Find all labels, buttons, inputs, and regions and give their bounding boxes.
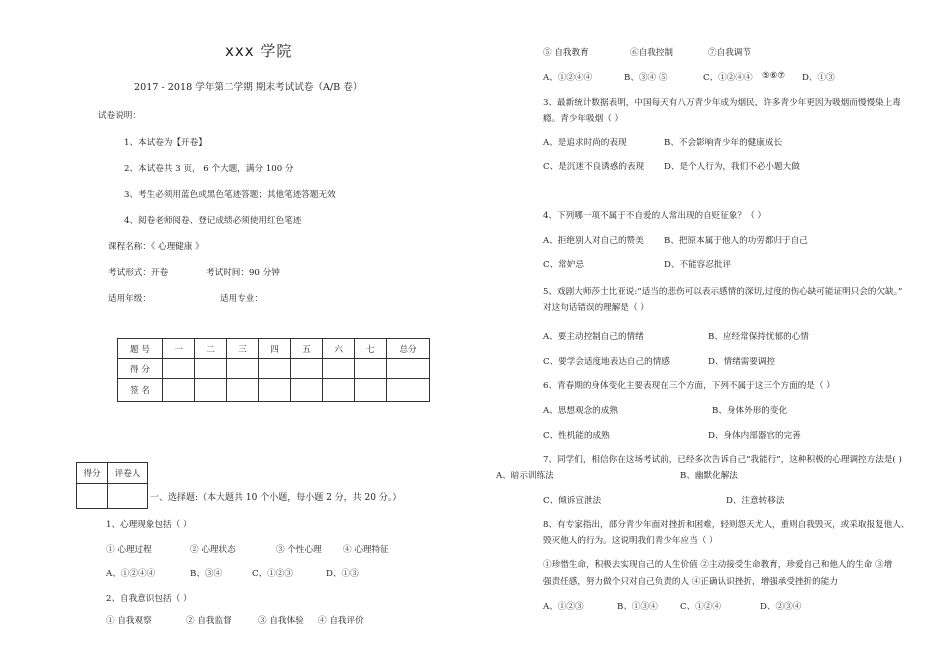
question-option: ⑥自我控制 xyxy=(630,48,673,58)
answer-choice: B、把原本属于他人的功劳都归于自己 xyxy=(664,236,808,246)
instruction-item: 2、本试卷共 3 页， 6 个大题，满分 100 分 xyxy=(124,164,294,174)
question-option: ② 心理状态 xyxy=(190,545,236,555)
question-stem: 7、同学们，相信你在这场考试前，已经多次告诉自己“我能行”，这种积极的心理调控方法是( ) xyxy=(543,455,902,465)
table-header-cell: 一 xyxy=(163,339,195,359)
question-option: ③ 个性心理 xyxy=(276,545,322,555)
question-option: ① 心理过程 xyxy=(106,545,152,555)
signature-cell xyxy=(291,379,323,402)
school-name: xxx 学院 xyxy=(225,42,293,60)
signature-cell xyxy=(195,379,227,402)
question-stem: 5、戏剧大师莎士比亚说:“适当的悲伤可以表示感情的深切,过度的伤心缺可能证明只会的欠缺。” xyxy=(543,287,903,297)
table-header-cell: 评卷人 xyxy=(108,463,148,484)
table-header-cell: 七 xyxy=(355,339,387,359)
score-cell xyxy=(355,359,387,379)
answer-choice: A、①②③ xyxy=(543,602,584,612)
exam-title: 2017 - 2018 学年第二学期 期末考试试卷（A/B 卷） xyxy=(134,82,363,93)
signature-cell xyxy=(323,379,355,402)
answer-choice: A、要主动控制自己的情绪 xyxy=(543,332,644,342)
score-cell xyxy=(195,359,227,379)
answer-choice: C、性机能的成熟 xyxy=(543,431,610,441)
answer-choice: C、要学会适度地表达自己的情感 xyxy=(543,357,670,367)
question-option: ③ 自我体验 xyxy=(258,616,304,626)
row-label: 得 分 xyxy=(118,359,163,379)
signature-cell xyxy=(259,379,291,402)
answer-choice: A、①②④④ xyxy=(543,73,593,83)
table-row xyxy=(77,463,148,484)
question-option: 强责任感，努力做个只对自己负责的人 ④正确认识挫折，增强承受挫折的能力 xyxy=(543,577,838,587)
question-option: ④ 心理特征 xyxy=(343,545,389,555)
question-stem: 2、自我意识包括（ ） xyxy=(106,594,192,604)
exam-form: 考试形式：开卷 xyxy=(108,268,169,278)
answer-choice: D、身体内部器官的完善 xyxy=(708,431,801,441)
question-option: ①珍惜生命，积极去实现自己的人生价值 ②主动接受生命教育，珍爱自己和他人的生命 ③增 xyxy=(543,560,893,570)
score-cell xyxy=(323,359,355,379)
instruction-item: 3、考生必须用蓝色或黑色笔迹答题；其他笔迹答题无效 xyxy=(124,190,336,200)
answer-choice: C、①②③ xyxy=(252,569,293,579)
question-stem: 毁灭他人的行为。这说明我们青少年应当（ ） xyxy=(543,536,718,546)
table-row xyxy=(118,379,430,402)
answer-choice: A、是追求时尚的表现 xyxy=(543,138,627,148)
signature-cell xyxy=(163,379,195,402)
answer-choice: A、暗示训练法 xyxy=(496,471,554,481)
question-stem: 瘾。青少年吸烟（ ） xyxy=(543,114,624,124)
answer-choice: C、①②④ xyxy=(680,602,721,612)
signature-cell xyxy=(355,379,387,402)
answer-choice: B、应经常保持忧郁的心情 xyxy=(708,332,809,342)
answer-choice: D、①③ xyxy=(326,569,359,579)
question-option: ⑤ 自我教育 xyxy=(543,48,589,58)
question-option: ① 自我观察 xyxy=(106,616,152,626)
answer-choice: C、倾诉宣泄法 xyxy=(543,496,602,506)
score-cell xyxy=(387,359,430,379)
question-stem: 4、下列哪一项不属于不自爱的人常出现的自贬征象？（ ） xyxy=(543,211,767,221)
answer-choice: A、思想观念的成熟 xyxy=(543,406,618,416)
row-label: 签 名 xyxy=(118,379,163,402)
answer-choice: A、拒绝别人对自己的赞美 xyxy=(543,236,644,246)
score-cell xyxy=(291,359,323,379)
answer-choice: A、①②④④ xyxy=(106,569,156,579)
answer-choice: B、③④ xyxy=(190,569,223,579)
table-row xyxy=(77,484,148,509)
question-stem: 6、青春期的身体变化主要表现在三个方面，下列不属于这三个方面的是（ ） xyxy=(543,381,835,391)
score-cell xyxy=(259,359,291,379)
question-stem: 8、有专家指出，部分青少年面对挫折和困难，轻则怨天尤人，重则自我毁灭，或采取报复他人、 xyxy=(543,520,910,530)
table-header-cell: 总分 xyxy=(387,339,430,359)
answer-choice: B、不会影响青少年的健康成长 xyxy=(664,138,783,148)
answer-choice: C、是沉迷不良诱惑的表现 xyxy=(543,162,645,172)
applicable-major: 适用专业： xyxy=(220,294,263,304)
instruction-item: 1、本试卷为【开卷】 xyxy=(124,138,207,148)
score-cell xyxy=(77,484,108,509)
answer-choice: D、①③ xyxy=(802,73,835,83)
scorer-table xyxy=(76,462,148,509)
question-stem: 对这句话错误的理解是（ ） xyxy=(543,303,649,313)
table-row xyxy=(118,339,430,359)
answer-choice: C、常妒忌 xyxy=(543,260,584,270)
answer-choice: ⑤⑥⑦ xyxy=(762,71,786,81)
question-stem: 3、最新统计数据表明，中国每天有八万青少年成为烟民，许多青少年更因为吸烟而慢慢染上毒 xyxy=(543,98,901,108)
signature-cell xyxy=(387,379,430,402)
question-option: ② 自我监督 xyxy=(186,616,232,626)
question-option: ⑦自我调节 xyxy=(708,48,751,58)
applicable-grade: 适用年级： xyxy=(108,294,151,304)
exam-time: 考试时间：90 分钟 xyxy=(206,268,280,278)
score-cell xyxy=(163,359,195,379)
signature-cell xyxy=(108,484,148,509)
answer-choice: D、②③④ xyxy=(760,602,802,612)
answer-choice: C、①②④④ xyxy=(703,73,753,83)
table-header-cell: 六 xyxy=(323,339,355,359)
signature-cell xyxy=(227,379,259,402)
score-table xyxy=(117,338,430,402)
answer-choice: B、身体外形的变化 xyxy=(712,406,788,416)
table-header-cell: 三 xyxy=(227,339,259,359)
answer-choice: B、③④ ⑤ xyxy=(624,73,668,83)
instruction-item: 4、阅卷老师阅卷、登记成绩必须使用红色笔迹 xyxy=(124,216,302,226)
question-option: ④ 自我评价 xyxy=(318,616,364,626)
answer-choice: D、情绪需要调控 xyxy=(708,357,776,367)
table-header-cell: 题 号 xyxy=(118,339,163,359)
answer-choice: D、是个人行为，我们不必小题大做 xyxy=(664,162,800,172)
question-stem: 1、心理现象包括（ ） xyxy=(106,520,192,530)
table-header-cell: 得分 xyxy=(77,463,108,484)
answer-choice: B、幽默化解法 xyxy=(680,471,738,481)
section-heading: 一、选择题:（本大题共 10 个小题，每小题 2 分，共 20 分。） xyxy=(150,493,402,503)
table-header-cell: 四 xyxy=(259,339,291,359)
answer-choice: D、注意转移法 xyxy=(726,496,785,506)
instructions-heading: 试卷说明： xyxy=(98,111,141,121)
answer-choice: D、不能容忍批评 xyxy=(664,260,732,270)
score-cell xyxy=(227,359,259,379)
table-row xyxy=(118,359,430,379)
table-header-cell: 二 xyxy=(195,339,227,359)
answer-choice: B、①③④ xyxy=(617,602,658,612)
course-name: 课程名称：《 心理健康 》 xyxy=(108,242,204,252)
table-header-cell: 五 xyxy=(291,339,323,359)
